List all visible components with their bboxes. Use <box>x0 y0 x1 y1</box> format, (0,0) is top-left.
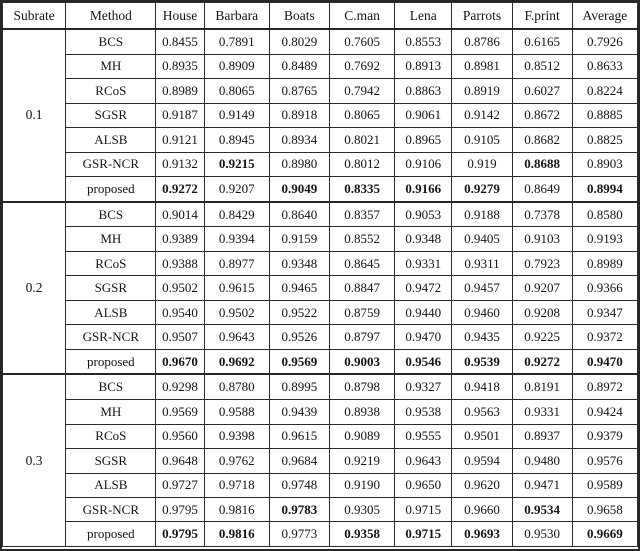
value-cell: 0.9594 <box>452 449 512 473</box>
value-cell: 0.919 <box>452 152 512 176</box>
value-cell: 0.8989 <box>156 79 204 103</box>
value-cell: 0.9379 <box>572 424 637 448</box>
value-cell: 0.9061 <box>395 103 452 127</box>
value-cell: 0.8989 <box>572 251 637 275</box>
table-row <box>3 473 638 497</box>
value-cell: 0.9816 <box>204 498 269 522</box>
value-cell: 0.8995 <box>269 374 329 399</box>
value-cell: 0.9279 <box>452 177 512 202</box>
table-row <box>3 325 638 349</box>
value-cell: 0.9219 <box>330 449 395 473</box>
value-cell: 0.9121 <box>156 128 204 152</box>
method-cell: BCS <box>66 29 156 54</box>
value-cell: 0.9272 <box>156 177 204 202</box>
value-cell: 0.8913 <box>395 54 452 78</box>
value-cell: 0.9347 <box>572 300 637 324</box>
method-cell: SGSR <box>66 276 156 300</box>
value-cell: 0.8847 <box>330 276 395 300</box>
table-row <box>3 424 638 448</box>
value-cell: 0.8918 <box>269 103 329 127</box>
value-cell: 0.8029 <box>269 29 329 54</box>
value-cell: 0.9166 <box>395 177 452 202</box>
subrate-label: 0.1 <box>3 29 66 202</box>
value-cell: 0.9208 <box>512 300 572 324</box>
table-row <box>3 374 638 399</box>
table-row <box>3 400 638 424</box>
value-cell: 0.8863 <box>395 79 452 103</box>
value-cell: 0.8512 <box>512 54 572 78</box>
method-cell: RCoS <box>66 424 156 448</box>
value-cell: 0.8994 <box>572 177 637 202</box>
value-cell: 0.9348 <box>395 227 452 251</box>
value-cell: 0.8021 <box>330 128 395 152</box>
table-row <box>3 202 638 227</box>
value-cell: 0.8335 <box>330 177 395 202</box>
table-row <box>3 349 638 374</box>
method-cell: BCS <box>66 374 156 399</box>
column-header-house: House <box>156 3 204 30</box>
value-cell: 0.9089 <box>330 424 395 448</box>
value-cell: 0.8938 <box>330 400 395 424</box>
value-cell: 0.9507 <box>156 325 204 349</box>
value-cell: 0.9546 <box>395 349 452 374</box>
value-cell: 0.9159 <box>269 227 329 251</box>
value-cell: 0.9795 <box>156 522 204 547</box>
value-cell: 0.8759 <box>330 300 395 324</box>
value-cell: 0.9142 <box>452 103 512 127</box>
value-cell: 0.9470 <box>572 349 637 374</box>
value-cell: 0.9502 <box>156 276 204 300</box>
value-cell: 0.8065 <box>204 79 269 103</box>
value-cell: 0.9394 <box>204 227 269 251</box>
value-cell: 0.9439 <box>269 400 329 424</box>
value-cell: 0.9539 <box>452 349 512 374</box>
value-cell: 0.9272 <box>512 349 572 374</box>
value-cell: 0.9684 <box>269 449 329 473</box>
table-row <box>3 276 638 300</box>
value-cell: 0.9405 <box>452 227 512 251</box>
table-row <box>3 128 638 152</box>
value-cell: 0.9331 <box>512 400 572 424</box>
table-row <box>3 498 638 522</box>
value-cell: 0.9643 <box>395 449 452 473</box>
table-row <box>3 29 638 54</box>
value-cell: 0.9424 <box>572 400 637 424</box>
value-cell: 0.9538 <box>395 400 452 424</box>
value-cell: 0.9526 <box>269 325 329 349</box>
value-cell: 0.9648 <box>156 449 204 473</box>
value-cell: 0.9795 <box>156 498 204 522</box>
value-cell: 0.9501 <box>452 424 512 448</box>
value-cell: 0.7605 <box>330 29 395 54</box>
method-cell: BCS <box>66 202 156 227</box>
table-header-row <box>3 3 638 30</box>
value-cell: 0.9615 <box>204 276 269 300</box>
value-cell: 0.8798 <box>330 374 395 399</box>
value-cell: 0.8909 <box>204 54 269 78</box>
value-cell: 0.8797 <box>330 325 395 349</box>
method-cell: ALSB <box>66 300 156 324</box>
table-row <box>3 177 638 202</box>
column-header-cman: C.man <box>330 3 395 30</box>
value-cell: 0.9311 <box>452 251 512 275</box>
value-cell: 0.9620 <box>452 473 512 497</box>
column-header-boats: Boats <box>269 3 329 30</box>
value-cell: 0.8980 <box>269 152 329 176</box>
value-cell: 0.9388 <box>156 251 204 275</box>
value-cell: 0.8977 <box>204 251 269 275</box>
value-cell: 0.9327 <box>395 374 452 399</box>
value-cell: 0.9576 <box>572 449 637 473</box>
value-cell: 0.8682 <box>512 128 572 152</box>
table-row <box>3 522 638 547</box>
value-cell: 0.8455 <box>156 29 204 54</box>
value-cell: 0.9389 <box>156 227 204 251</box>
value-cell: 0.7378 <box>512 202 572 227</box>
value-cell: 0.9193 <box>572 227 637 251</box>
value-cell: 0.8688 <box>512 152 572 176</box>
value-cell: 0.9298 <box>156 374 204 399</box>
value-cell: 0.7923 <box>512 251 572 275</box>
value-cell: 0.9132 <box>156 152 204 176</box>
value-cell: 0.9555 <box>395 424 452 448</box>
value-cell: 0.8945 <box>204 128 269 152</box>
method-cell: GSR-NCR <box>66 152 156 176</box>
value-cell: 0.9225 <box>512 325 572 349</box>
value-cell: 0.8786 <box>452 29 512 54</box>
value-cell: 0.9190 <box>330 473 395 497</box>
value-cell: 0.8580 <box>572 202 637 227</box>
value-cell: 0.9440 <box>395 300 452 324</box>
value-cell: 0.9014 <box>156 202 204 227</box>
column-header-lena: Lena <box>395 3 452 30</box>
value-cell: 0.9372 <box>572 325 637 349</box>
method-cell: SGSR <box>66 103 156 127</box>
value-cell: 0.8640 <box>269 202 329 227</box>
column-header-fprint: F.print <box>512 3 572 30</box>
value-cell: 0.9502 <box>204 300 269 324</box>
value-cell: 0.9715 <box>395 522 452 547</box>
value-cell: 0.8934 <box>269 128 329 152</box>
value-cell: 0.9569 <box>269 349 329 374</box>
value-cell: 0.9650 <box>395 473 452 497</box>
method-cell: proposed <box>66 349 156 374</box>
table-row <box>3 251 638 275</box>
value-cell: 0.8012 <box>330 152 395 176</box>
value-cell: 0.9522 <box>269 300 329 324</box>
table-row <box>3 152 638 176</box>
value-cell: 0.8981 <box>452 54 512 78</box>
method-cell: ALSB <box>66 473 156 497</box>
value-cell: 0.9187 <box>156 103 204 127</box>
value-cell: 0.9460 <box>452 300 512 324</box>
value-cell: 0.9530 <box>512 522 572 547</box>
value-cell: 0.9816 <box>204 522 269 547</box>
column-header-barbara: Barbara <box>204 3 269 30</box>
value-cell: 0.9715 <box>395 498 452 522</box>
value-cell: 0.9471 <box>512 473 572 497</box>
value-cell: 0.6027 <box>512 79 572 103</box>
column-header-parrots: Parrots <box>452 3 512 30</box>
value-cell: 0.8825 <box>572 128 637 152</box>
table-row <box>3 449 638 473</box>
value-cell: 0.8489 <box>269 54 329 78</box>
value-cell: 0.9358 <box>330 522 395 547</box>
method-cell: proposed <box>66 522 156 547</box>
value-cell: 0.8633 <box>572 54 637 78</box>
value-cell: 0.8780 <box>204 374 269 399</box>
value-cell: 0.9589 <box>572 473 637 497</box>
value-cell: 0.9660 <box>452 498 512 522</box>
method-cell: ALSB <box>66 128 156 152</box>
method-cell: MH <box>66 54 156 78</box>
value-cell: 0.9103 <box>512 227 572 251</box>
value-cell: 0.7926 <box>572 29 637 54</box>
value-cell: 0.9569 <box>156 400 204 424</box>
value-cell: 0.9215 <box>204 152 269 176</box>
value-cell: 0.8919 <box>452 79 512 103</box>
value-cell: 0.9366 <box>572 276 637 300</box>
value-cell: 0.8649 <box>512 177 572 202</box>
value-cell: 0.9615 <box>269 424 329 448</box>
value-cell: 0.9748 <box>269 473 329 497</box>
table-row <box>3 227 638 251</box>
method-cell: proposed <box>66 177 156 202</box>
value-cell: 0.9669 <box>572 522 637 547</box>
value-cell: 0.8965 <box>395 128 452 152</box>
value-cell: 0.9658 <box>572 498 637 522</box>
value-cell: 0.9457 <box>452 276 512 300</box>
value-cell: 0.9560 <box>156 424 204 448</box>
method-cell: RCoS <box>66 79 156 103</box>
value-cell: 0.8935 <box>156 54 204 78</box>
value-cell: 0.8065 <box>330 103 395 127</box>
value-cell: 0.9106 <box>395 152 452 176</box>
value-cell: 0.9207 <box>512 276 572 300</box>
method-cell: GSR-NCR <box>66 325 156 349</box>
value-cell: 0.9207 <box>204 177 269 202</box>
value-cell: 0.9305 <box>330 498 395 522</box>
value-cell: 0.8645 <box>330 251 395 275</box>
method-cell: RCoS <box>66 251 156 275</box>
value-cell: 0.8357 <box>330 202 395 227</box>
subrate-label: 0.3 <box>3 374 66 546</box>
method-cell: MH <box>66 227 156 251</box>
value-cell: 0.8191 <box>512 374 572 399</box>
table-row <box>3 54 638 78</box>
value-cell: 0.9105 <box>452 128 512 152</box>
value-cell: 0.9588 <box>204 400 269 424</box>
value-cell: 0.8903 <box>572 152 637 176</box>
value-cell: 0.9563 <box>452 400 512 424</box>
value-cell: 0.9540 <box>156 300 204 324</box>
value-cell: 0.9465 <box>269 276 329 300</box>
value-cell: 0.8765 <box>269 79 329 103</box>
column-header-average: Average <box>572 3 637 30</box>
value-cell: 0.8552 <box>330 227 395 251</box>
value-cell: 0.9435 <box>452 325 512 349</box>
value-cell: 0.6165 <box>512 29 572 54</box>
value-cell: 0.7942 <box>330 79 395 103</box>
table-row <box>3 103 638 127</box>
value-cell: 0.9643 <box>204 325 269 349</box>
method-cell: GSR-NCR <box>66 498 156 522</box>
value-cell: 0.8224 <box>572 79 637 103</box>
value-cell: 0.8937 <box>512 424 572 448</box>
value-cell: 0.9783 <box>269 498 329 522</box>
value-cell: 0.9049 <box>269 177 329 202</box>
value-cell: 0.9188 <box>452 202 512 227</box>
value-cell: 0.9718 <box>204 473 269 497</box>
value-cell: 0.9762 <box>204 449 269 473</box>
table-row <box>3 79 638 103</box>
value-cell: 0.9348 <box>269 251 329 275</box>
value-cell: 0.9773 <box>269 522 329 547</box>
value-cell: 0.9149 <box>204 103 269 127</box>
value-cell: 0.9472 <box>395 276 452 300</box>
value-cell: 0.9418 <box>452 374 512 399</box>
subrate-label: 0.2 <box>3 202 66 375</box>
column-header-method: Method <box>66 3 156 30</box>
value-cell: 0.8885 <box>572 103 637 127</box>
value-cell: 0.8429 <box>204 202 269 227</box>
value-cell: 0.9053 <box>395 202 452 227</box>
method-cell: SGSR <box>66 449 156 473</box>
results-table <box>2 2 638 547</box>
table-body <box>3 29 638 547</box>
value-cell: 0.9692 <box>204 349 269 374</box>
value-cell: 0.9003 <box>330 349 395 374</box>
column-header-subrate: Subrate <box>3 3 66 30</box>
value-cell: 0.9398 <box>204 424 269 448</box>
value-cell: 0.9727 <box>156 473 204 497</box>
value-cell: 0.9670 <box>156 349 204 374</box>
value-cell: 0.8672 <box>512 103 572 127</box>
method-cell: MH <box>66 400 156 424</box>
value-cell: 0.9693 <box>452 522 512 547</box>
value-cell: 0.7891 <box>204 29 269 54</box>
value-cell: 0.9331 <box>395 251 452 275</box>
value-cell: 0.9534 <box>512 498 572 522</box>
value-cell: 0.8972 <box>572 374 637 399</box>
value-cell: 0.9480 <box>512 449 572 473</box>
value-cell: 0.9470 <box>395 325 452 349</box>
value-cell: 0.8553 <box>395 29 452 54</box>
value-cell: 0.7692 <box>330 54 395 78</box>
table-row <box>3 300 638 324</box>
